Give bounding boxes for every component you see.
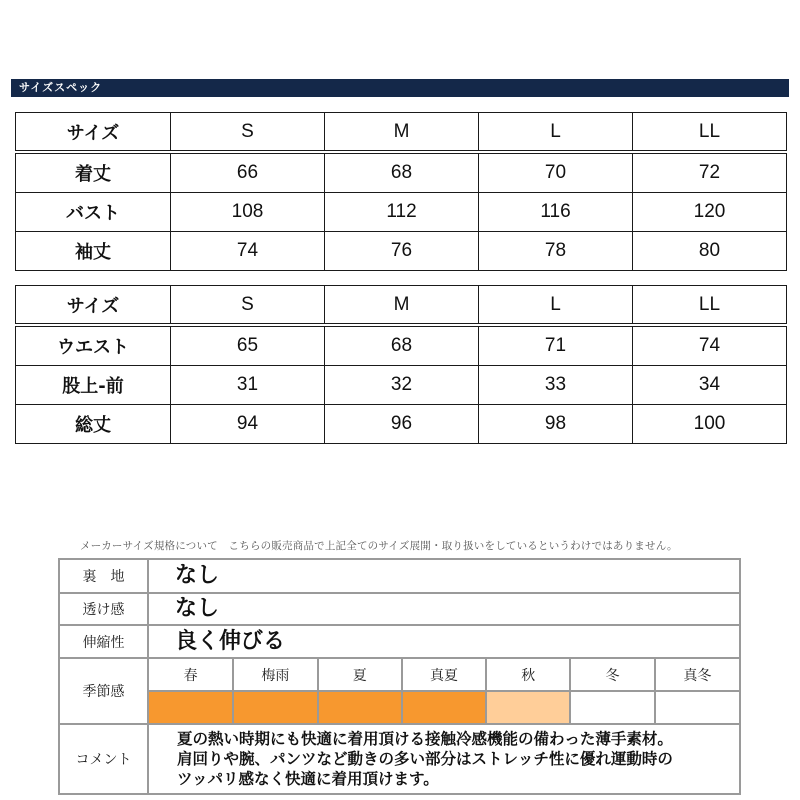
header-cell-size: サイズ [16,286,171,326]
table-cell: 94 [171,405,325,444]
table-header-row [16,113,787,153]
attr-label: 透け感 [59,593,148,625]
season-names-row [149,659,739,691]
row-label: 袖丈 [16,232,171,271]
row-label: バスト [16,193,171,232]
table-cell: 34 [633,366,787,405]
attr-label: 季節感 [59,658,148,724]
season-name: 春 [183,667,198,684]
attr-row-lining [59,559,740,593]
table-cell: 68 [325,325,479,366]
season-name: 梅雨 [233,659,317,691]
table-cell: 98 [479,405,633,444]
comment-line: ツッパリ感なく快適に着用頂けます。 [177,770,439,788]
comment-text [148,724,740,794]
season-level-swatch [318,691,402,723]
table-cell: 76 [325,232,479,271]
table-cell: 71 [479,325,633,366]
table-row [16,325,787,366]
season-name: 真夏 [402,659,486,691]
attr-value: なし [148,559,740,593]
table-cell: 74 [171,232,325,271]
header-cell-ll: LL [633,113,787,153]
season-name: 秋 [486,659,570,691]
table-cell: 108 [171,193,325,232]
header-cell-s: S [171,113,325,153]
table-cell: 66 [171,152,325,193]
size-spec-table-tops [15,112,787,271]
season-level-swatch [233,691,317,723]
section-title-bar: サイズスペック [11,79,789,97]
season-level-swatch [149,691,233,723]
table-cell: 31 [171,366,325,405]
comment-line: 夏の熱い時期にも快適に着用頂ける接触冷感機能の備わった薄手素材。 [177,730,673,748]
row-label: 着丈 [16,152,171,193]
attr-label: 裏 地 [59,559,148,593]
table-cell: 70 [479,152,633,193]
table-cell: 80 [633,232,787,271]
season-level-swatch [570,691,654,723]
table-cell: 96 [325,405,479,444]
header-cell-l: L [479,113,633,153]
season-name: 夏 [318,659,402,691]
attr-label: 伸縮性 [59,625,148,658]
table-header-row [16,286,787,326]
size-spec-table-bottoms [15,285,787,444]
table-cell: 112 [325,193,479,232]
attr-row-comment [59,724,740,794]
table-cell: 74 [633,325,787,366]
table-cell: 78 [479,232,633,271]
table-row [16,366,787,405]
attr-value: 良く伸びる [148,625,740,658]
season-name: 冬 [570,659,654,691]
table-cell: 100 [633,405,787,444]
season-level-swatch [486,691,570,723]
table-row [16,405,787,444]
season-grid-cell [148,658,740,724]
table-cell: 120 [633,193,787,232]
header-cell-ll: LL [633,286,787,326]
header-cell-size: サイズ [16,113,171,153]
table-row [16,232,787,271]
row-label: 股上-前 [16,366,171,405]
season-level-swatch [402,691,486,723]
attr-row-stretch [59,625,740,658]
season-grid [149,659,739,723]
table-cell: 33 [479,366,633,405]
row-label: 総丈 [16,405,171,444]
header-cell-l: L [479,286,633,326]
attr-value: なし [148,593,740,625]
attr-label: コメント [59,724,148,794]
season-levels-row [149,691,739,723]
table-cell: 68 [325,152,479,193]
season-name: 真冬 [655,659,739,691]
table-cell: 116 [479,193,633,232]
header-cell-s: S [171,286,325,326]
table-row [16,193,787,232]
table-cell: 72 [633,152,787,193]
table-cell: 65 [171,325,325,366]
header-cell-m: M [325,113,479,153]
comment-line: 肩回りや腕、パンツなど動きの多い部分はストレッチ性に優れ運動時の [177,750,673,768]
row-label: ウエスト [16,325,171,366]
size-disclaimer-note: メーカーサイズ規格について こちらの販売商品で上記全てのサイズ展開・取り扱いをしているというわけではありません。 [80,540,678,552]
header-cell-m: M [325,286,479,326]
product-attributes-table [58,558,741,795]
table-cell: 32 [325,366,479,405]
table-row [16,152,787,193]
attr-row-season [59,658,740,724]
season-level-swatch [655,691,739,723]
attr-row-sheerness [59,593,740,625]
